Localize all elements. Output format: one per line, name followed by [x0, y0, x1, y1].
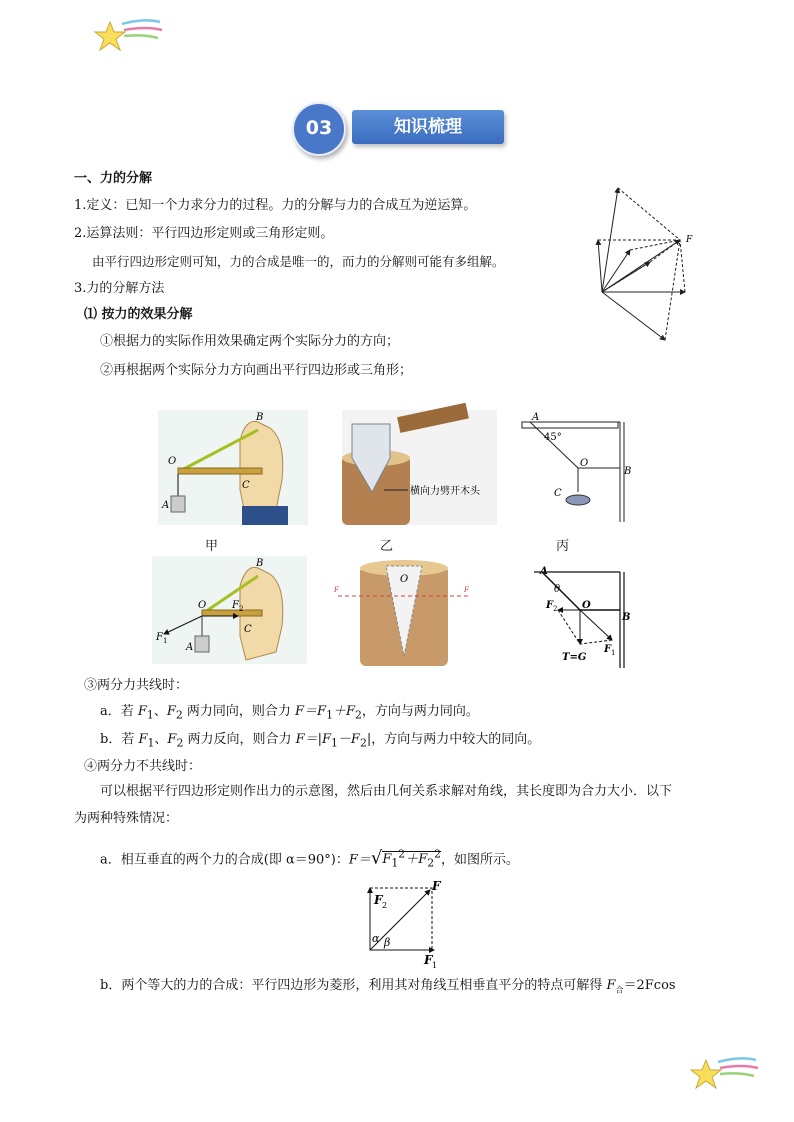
caption-yi: 乙 — [380, 539, 394, 554]
rhombus-text: b．两个等大的力的合成：平行四边形为菱形，利用其对角线互相垂直平分的特点可解得 $F_合=2Fcos$ — [100, 978, 676, 995]
method-title: 3.力的分解方法 — [74, 281, 165, 296]
svg-text:C: C — [242, 480, 250, 491]
svg-text:2: 2 — [382, 901, 388, 910]
svg-text:β: β — [384, 936, 391, 949]
figure-bing-bottom — [534, 564, 634, 668]
section-title: 一、力的分解 — [74, 171, 153, 186]
svg-text:B: B — [256, 558, 264, 569]
multiple-decomposition-figure — [590, 180, 710, 350]
svg-text:C: C — [244, 624, 252, 635]
svg-text:F: F — [604, 644, 612, 655]
sub-method-title: ⑴ 按力的效果分解 — [84, 307, 193, 322]
star-decoration-bottom-icon — [688, 1054, 760, 1096]
badge-number: 03 — [305, 117, 333, 139]
svg-text:A: A — [532, 412, 540, 423]
svg-text:1: 1 — [611, 649, 616, 657]
svg-text:A: A — [162, 500, 170, 511]
definition-text: 1.定义：已知一个力求分力的过程。力的分解与力的合成互为逆运算。 — [74, 198, 477, 213]
svg-text:O: O — [198, 600, 207, 611]
collinear-a: a．若 $F_1$、$F_2$ 两力同向，则合力 $F=F_1+F_2$，方向与两力同向。 — [100, 704, 479, 722]
svg-text:F: F — [374, 893, 383, 907]
star-decoration-top-icon — [92, 16, 164, 58]
svg-text:F: F — [546, 600, 554, 611]
step-2-text: ②再根据两个实际分力方向画出平行四边形或三角形； — [100, 363, 413, 378]
svg-text:F: F — [424, 953, 433, 967]
svg-text:B: B — [622, 612, 631, 623]
svg-text:F: F — [334, 586, 339, 594]
caption-bing: 丙 — [556, 539, 570, 554]
svg-text:O: O — [400, 574, 409, 585]
perpendicular-formula: a．相互垂直的两个力的合成(即 α＝90°)：$F=√F_1^2+F_2^2$，如图所示。 — [100, 847, 520, 870]
svg-text:F: F — [156, 632, 163, 643]
svg-text:O: O — [168, 456, 177, 467]
svg-text:A: A — [186, 642, 194, 653]
svg-text:2: 2 — [553, 605, 558, 613]
step-1-text: ①根据力的实际作用效果确定两个实际分力的方向； — [100, 334, 400, 349]
svg-text:1: 1 — [163, 637, 168, 645]
figure-yi-bottom — [330, 556, 480, 666]
svg-text:F: F — [232, 600, 239, 611]
figure-bing-top — [520, 410, 630, 525]
note-text: 由平行四边形定则可知，力的合成是唯一的，而力的分解则可能有多组解。 — [92, 254, 505, 269]
svg-text:B: B — [624, 466, 632, 477]
noncollinear-title: ④两分力不共线时： — [84, 759, 202, 774]
svg-text:F: F — [432, 879, 441, 893]
svg-text:T=G: T=G — [562, 652, 587, 663]
section-badge — [292, 102, 512, 154]
svg-text:A: A — [540, 566, 548, 577]
figure-jia-bottom — [152, 556, 307, 664]
svg-text:F: F — [464, 586, 469, 594]
collinear-b: b．若 $F_1$、$F_2$ 两力反向，则合力 $F=|F_1-F_2|$，方向与两力中较大的同向。 — [100, 732, 541, 750]
svg-text:45°: 45° — [544, 432, 562, 443]
svg-text:α: α — [372, 932, 380, 945]
svg-text:B: B — [256, 412, 264, 423]
svg-text:C: C — [554, 488, 562, 499]
caption-jia: 甲 — [205, 539, 219, 554]
axe-label: 横向力劈开木头 — [410, 486, 480, 497]
collinear-title: ③两分力共线时： — [84, 678, 189, 693]
svg-text:O: O — [582, 600, 591, 611]
noncollinear-text-2: 为两种特殊情况： — [74, 811, 179, 826]
svg-text:2: 2 — [239, 605, 244, 613]
figure-jia-top — [158, 410, 308, 525]
badge-title: 知识梳理 — [394, 117, 462, 137]
noncollinear-text-1: 可以根据平行四边形定则作出力的示意图，然后由几何关系求解对角线，其长度即为合力大小．以下 — [100, 784, 673, 799]
svg-text:O: O — [580, 458, 589, 469]
force-label-f: F — [686, 235, 693, 245]
rule-text: 2.运算法则：平行四边形定则或三角形定则。 — [74, 226, 334, 241]
svg-text:θ: θ — [554, 584, 561, 595]
svg-text:1: 1 — [432, 961, 438, 970]
perpendicular-figure — [362, 878, 452, 970]
figure-yi-top — [342, 410, 497, 525]
